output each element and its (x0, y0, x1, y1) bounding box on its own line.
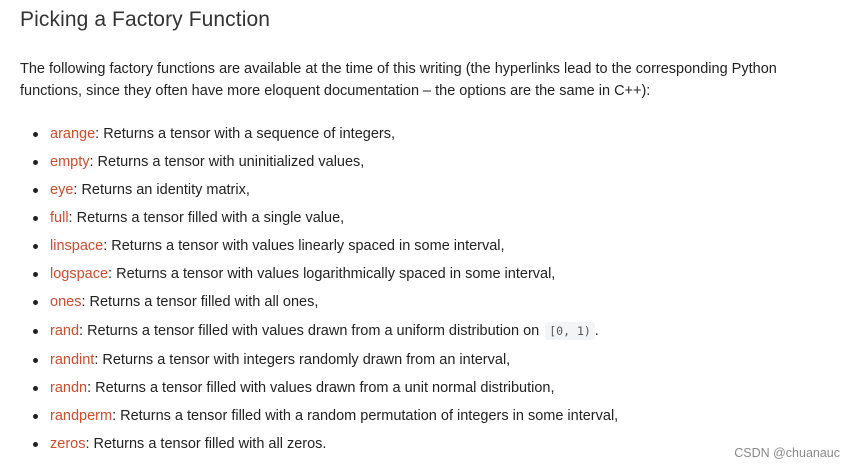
bullet-icon (33, 414, 38, 419)
bullet-icon (33, 300, 38, 305)
eye-link[interactable]: eye (50, 182, 74, 198)
randint-link[interactable]: randint (50, 352, 95, 368)
list-item-randint (33, 346, 618, 374)
logspace-description: : Returns a tensor with values logarithmically spaced in some interval, (108, 266, 556, 282)
randn-description: : Returns a tensor filled with values drawn from a unit normal distribution, (87, 380, 555, 396)
bullet-icon (33, 244, 38, 249)
randperm-link[interactable]: randperm (50, 408, 113, 424)
bullet-icon (33, 442, 38, 447)
intro-paragraph: The following factory functions are available at the time of this writing (the hyperlinks lead to the corresponding Python functions, since they often have more eloquent documentation – the options are the same in C++): (20, 61, 777, 99)
bullet-icon (33, 188, 38, 193)
list-item-ones (33, 288, 618, 316)
list-item-empty (33, 148, 618, 176)
linspace-link[interactable]: linspace (50, 238, 104, 254)
full-description: : Returns a tensor filled with a single value, (68, 210, 345, 226)
full-link[interactable]: full (50, 210, 69, 226)
rand-description: : Returns a tensor filled with values drawn from a uniform distribution on (79, 323, 540, 339)
list-item-linspace (33, 232, 618, 260)
ones-description: : Returns a tensor filled with all ones, (81, 294, 319, 310)
bullet-icon (33, 358, 38, 363)
bullet-icon (33, 216, 38, 221)
list-item-logspace (33, 260, 618, 288)
zeros-description: : Returns a tensor filled with all zeros. (85, 436, 327, 452)
randint-description: : Returns a tensor with integers randomly drawn from an interval, (94, 352, 511, 368)
watermark: CSDN @chuanauc (734, 446, 840, 460)
arange-link[interactable]: arange (50, 126, 96, 142)
rand-description-end: . (594, 323, 599, 339)
linspace-description: : Returns a tensor with values linearly spaced in some interval, (103, 238, 505, 254)
list-item-full (33, 204, 618, 232)
list-item-arange (33, 120, 618, 148)
bullet-icon (33, 386, 38, 391)
eye-description: : Returns an identity matrix, (73, 182, 250, 198)
list-item-randperm (33, 402, 618, 430)
page-title: Picking a Factory Function (20, 8, 271, 31)
ones-link[interactable]: ones (50, 294, 82, 310)
bullet-icon (33, 272, 38, 277)
bullet-icon (33, 160, 38, 165)
list-item-eye (33, 176, 618, 204)
empty-link[interactable]: empty (50, 154, 90, 170)
bullet-icon (33, 329, 38, 334)
empty-description: : Returns a tensor with uninitialized values, (89, 154, 365, 170)
randperm-description: : Returns a tensor filled with a random permutation of integers in some interval, (112, 408, 619, 424)
randn-link[interactable]: randn (50, 380, 88, 396)
bullet-icon (33, 132, 38, 137)
arange-description: : Returns a tensor with a sequence of integers, (95, 126, 395, 142)
zeros-link[interactable]: zeros (50, 436, 86, 452)
factory-function-list (33, 120, 618, 458)
rand-link[interactable]: rand (50, 323, 80, 339)
list-item-rand (33, 316, 618, 346)
logspace-link[interactable]: logspace (50, 266, 109, 282)
interval-code: [0, 1) (545, 322, 595, 340)
list-item-zeros (33, 430, 618, 458)
list-item-randn (33, 374, 618, 402)
